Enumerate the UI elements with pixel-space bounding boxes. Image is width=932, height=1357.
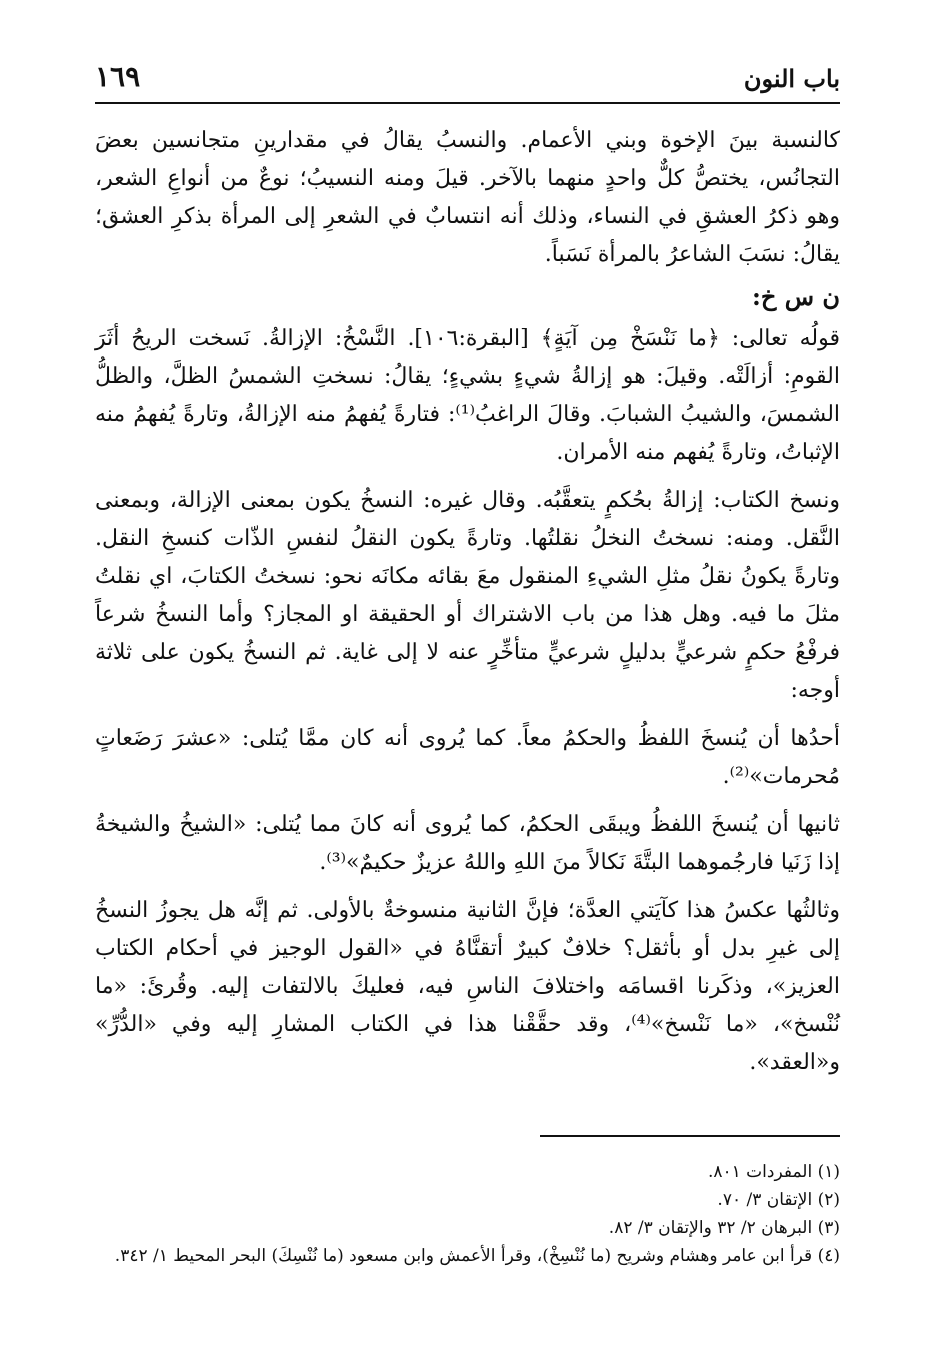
page-number: ١٦٩ xyxy=(95,60,141,93)
main-text xyxy=(95,122,840,1082)
footnote-separator xyxy=(540,1135,840,1137)
footnote-4: (٤) قرأ ابن عامر وهشام وشريح (ما نُنْسِخْ)، وقرأ الأعمش وابن مسعود (ما نُنْسِكَ) البحر المحيط ١/ ٣٤٢. xyxy=(114,1246,840,1266)
chapter-title: باب النون xyxy=(743,64,840,93)
footnotes xyxy=(95,1158,840,1270)
entry-heading-nsakh: ن س خ: xyxy=(752,282,840,311)
paragraph-nasab-continued: كالنسبة بينَ الإخوة وبني الأعمام. والنسبُ يقالُ في مقدارينِ متجانسين بعضَ التجانُس، يختصُّ كلٌّ واحدٍ منهما بالآخر. قيلَ ومنه النسيبُ؛ نوعٌ من أنواعِ الشعر، وهو ذكرُ العشقِ في النساء، وذلك أنه انتسابٌ في الشعرِ إلى المرأة بذكرِ العشق؛ يقالُ: نسَبَ الشاعرُ بالمرأة نَسَباً. xyxy=(95,128,840,267)
footnote-2: (٢) الإتقان ٣/ ٧٠. xyxy=(717,1190,840,1210)
paragraph-first-type: أحدُها أن يُنسخَ اللفظُ والحكمُ معاً. كما يُروى أنه كان ممَّا يُتلى: «عشرَ رَضَعاتٍ مُحرمات»⁽²⁾. xyxy=(95,726,840,789)
paragraph-naskh-definition: قولُه تعالى: ﴿ما نَنْسَخْ مِن آيَةٍ﴾ [البقرة:١٠٦]. النَّسْخُ: الإزالةُ. نَسخت الريحُ أثَرَ القومِ: أزالَتْه. وقيلَ: هو إزالةُ شيءٍ بشيءٍ؛ يقالُ: نسختِ الشمسُ الظلَّ، والظلُّ الشمسَ، والشيبُ الشبابَ. وقالَ الراغبُ⁽¹⁾: فتارةً يُفهمُ منه الإزالةُ، وتارةً يُفهمُ منه الإثباتُ، وتارةً يُفهم منه الأمران. xyxy=(95,326,841,465)
paragraph-naskh-book: ونسخ الكتاب: إزالةُ بحُكمٍ يتعقَّبُه. وقال غيره: النسخُ يكون بمعنى الإزالة، وبمعنى النَّقل. ومنه: نسختُ النخلُ نقلتُها. وتارةً يكون النقلُ لنفسِ الذّات كنسخِ النقل. وتارةً يكونُ نقلُ مثلِ الشيءِ المنقول معَ بقائه مكانَه نحو: نسختُ الكتابَ، اي نقلتُ مثلَ ما فيه. وهل هذا من باب الاشتراك أو الحقيقة او المجاز؟ وأما النسخُ شرعاً فرفْعُ حكمٍ شرعيٍّ بدليلٍ شرعيٍّ متأخِّرٍ عنه لا إلى غاية. ثم النسخُ يكون على ثلاثة أوجه: xyxy=(95,488,840,703)
footnote-3: (٣) البرهان ٢/ ٣٢ والإتقان ٣/ ٨٢. xyxy=(608,1218,840,1238)
paragraph-second-type: ثانيها أن يُنسخَ اللفظُ ويبقَى الحكمُ، كما يُروى أنه كانَ مما يُتلى: «الشيخُ والشيخةُ إذا زَنَيا فارجُموهما البتَّةَ نَكالاً منَ اللهِ واللهُ عزيزٌ حكيمٌ»⁽³⁾. xyxy=(95,812,840,875)
running-header xyxy=(95,58,840,104)
footnote-1: (١) المفردات ٨٠١. xyxy=(707,1162,840,1182)
paragraph-third-type: وثالثُها عكسُ هذا كآيَتي العدَّة؛ فإنَّ الثانية منسوخةٌ بالأولى. ثم إنَّه هل يجوزُ النسخُ إلى غيرِ بدل أو بأثقل؟ خلافٌ كبيرٌ أتقنَّاهُ في «القول الوجيز في أحكام الكتاب العزيز»، وذكَرنا اقسامَه واختلافَ الناسِ فيه، فعليكَ بالالتفات إليه. وقُرئَ: «ما نُنْسخ»، «ما نَنْسخ»⁽⁴⁾، وقد حقَّقْنا هذا في الكتاب المشارِ إليه وفي «الدُّرِّ» و«العقد». xyxy=(95,898,840,1075)
